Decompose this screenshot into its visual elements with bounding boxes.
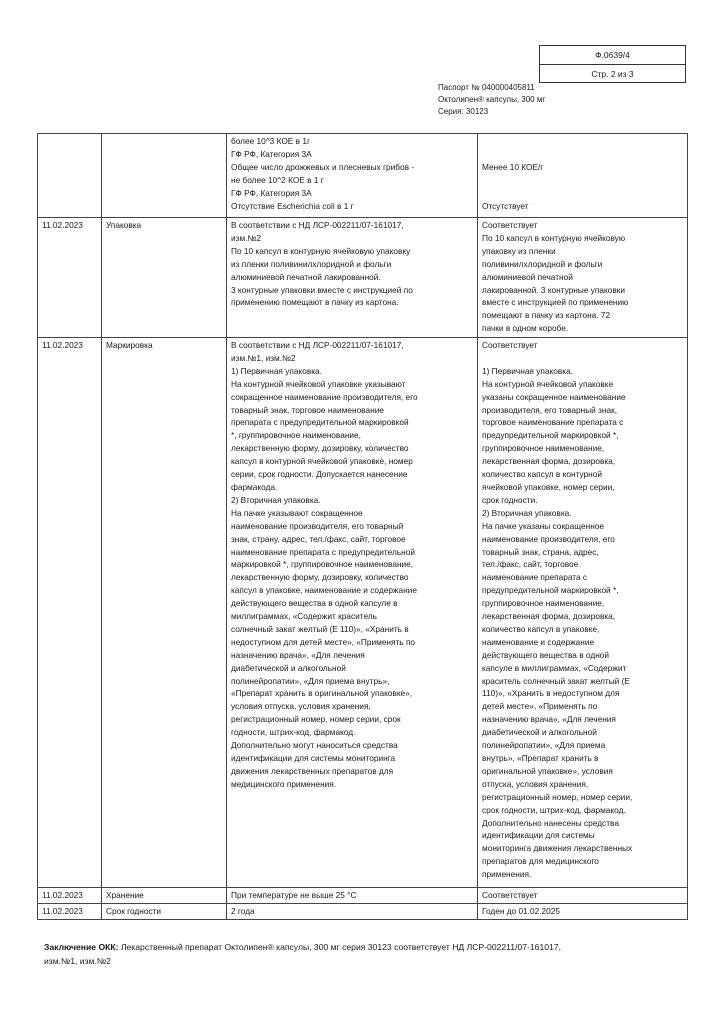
result-line: группировочное наименование, <box>482 598 605 609</box>
requirement-line: 2) Вторичная упаковка. <box>231 494 321 505</box>
indicator-cell: Срок годности <box>102 903 227 919</box>
result-cell <box>478 888 688 904</box>
requirement-line: ГФ РФ, Категория 3А <box>231 148 312 159</box>
result-line: пачки в одном коробе. <box>482 323 569 334</box>
requirement-line: 1) Первичная упаковка. <box>231 365 322 376</box>
result-line: Отсутствует <box>482 200 529 211</box>
requirement-line: маркировкой *, группировочное наименование, <box>231 559 414 570</box>
requirement-line: недоступном для детей месте», «Применять по <box>231 636 416 647</box>
requirement-line: годности, штрих-код, фармакод. <box>231 727 356 738</box>
requirement-line: изм.№1, изм.№2 <box>231 352 296 363</box>
result-line <box>482 135 683 148</box>
date-cell: 11.02.2023 <box>38 338 102 888</box>
requirement-cell <box>227 903 478 919</box>
requirement-line: алюминиевой печатной лакированной. <box>231 271 381 282</box>
requirement-line: Дополнительно могут наноситься средства <box>231 740 398 751</box>
result-line: отпуска, условия хранения, <box>482 778 589 789</box>
requirement-line: из пленки поливинилхлоридной и фольги <box>231 258 392 269</box>
result-line: количество капсул в контурной <box>482 469 602 480</box>
result-line: срок годности, штрих-код, фармакод. <box>482 804 626 815</box>
result-line: детей месте», «Применять по <box>482 701 598 712</box>
result-line: 2) Вторичная упаковка. <box>482 507 572 518</box>
requirement-line: В соответствии с НД ЛСР-002211/07-161017, <box>231 340 404 350</box>
passport-header <box>438 82 545 118</box>
form-code: Ф.0639/4 <box>540 46 685 65</box>
result-line: товарный знак, страна, адрес, <box>482 546 599 557</box>
requirement-line: 2 года <box>231 905 255 916</box>
result-line: наименование производителя, его <box>482 533 615 544</box>
conclusion-text: Лекарственный препарат Октолипен® капсулы, 300 мг серия 30123 соответствует НД ЛСР-002211/07-161017, <box>118 942 561 952</box>
result-line: 110)», «Хранить в недоступном для <box>482 688 620 699</box>
requirement-line: *, группировочное наименование, <box>231 430 361 441</box>
result-line: препаратов для медицинского <box>482 856 599 867</box>
result-line: капсуле в миллиграммах, «Содержит <box>482 662 627 673</box>
table-row <box>38 218 688 338</box>
indicator-cell <box>102 134 227 218</box>
result-line: группировочное наименование, <box>482 443 605 454</box>
table-row <box>38 134 688 218</box>
result-line <box>482 352 683 365</box>
requirement-line: При температуре не выше 25 °С <box>231 890 357 900</box>
result-line: Менее 10 КОЕ/г <box>482 161 544 172</box>
result-cell <box>478 338 688 888</box>
requirement-line: сокращенное наименование производителя, его <box>231 391 418 402</box>
requirement-line: На контурной ячейковой упаковке указывают <box>231 378 406 389</box>
result-line: Дополнительно нанесены средства <box>482 817 619 828</box>
requirement-line: Общее число дрожжевых и плесневых грибов - <box>231 161 415 172</box>
result-line: Годен до 01.02.2025 <box>482 905 560 916</box>
result-line: наименование препарата с <box>482 572 588 583</box>
result-line: тел./факс, сайт, торговое <box>482 559 579 570</box>
requirement-line: медицинского применения. <box>231 778 337 789</box>
requirement-line: идентификации для системы мониторинга <box>231 753 396 763</box>
requirement-line: ГФ РФ, Категория 3А <box>231 187 312 198</box>
requirement-line: изм.№2 <box>231 232 261 243</box>
table-row <box>38 903 688 919</box>
conclusion-label: Заключение ОКК: <box>44 942 119 952</box>
date-cell: 11.02.2023 <box>38 888 102 904</box>
result-line: диабетической и алкогольной <box>482 727 597 738</box>
result-line <box>482 148 683 161</box>
requirement-line: назначению врача», «Для лечения <box>231 649 365 660</box>
result-line <box>482 174 683 187</box>
result-line: производителя, его товарный знак, <box>482 404 618 415</box>
qc-conclusion <box>44 940 684 968</box>
result-line: предупредительной маркировкой *, <box>482 585 619 596</box>
result-line: Соответствует <box>482 220 538 230</box>
result-line: назначению врача», «Для лечения <box>482 714 616 725</box>
requirement-line: наименование препарата с предупредительной <box>231 546 415 557</box>
requirement-line: На пачке указывают сокращенное <box>231 507 363 518</box>
requirement-line: «Препарат хранить в оригинальной упаковке», <box>231 688 413 699</box>
requirement-line: препарата с предупредительной маркировкой <box>231 417 409 428</box>
requirement-line: действующего вещества в одной капсуле в <box>231 598 398 609</box>
requirement-line: движения лекарственных препаратов для <box>231 765 394 776</box>
result-line: действующего вещества в одной <box>482 649 610 660</box>
requirement-line: не более 10^2 КОЕ в 1 г <box>231 174 324 185</box>
result-line: идентификации для системы <box>482 830 595 841</box>
indicator-cell: Маркировка <box>102 338 227 888</box>
requirement-line: знак, страну, адрес, тел./факс, сайт, торговое <box>231 533 406 544</box>
requirement-line: фармакода. <box>231 481 278 492</box>
result-line: По 10 капсул в контурную ячейковую <box>482 232 626 243</box>
result-line: регистрационный номер, номер серии, <box>482 791 633 802</box>
result-line: краситель солнечный закат желтый (Е <box>482 675 630 686</box>
result-line: количество капсул в упаковке, <box>482 623 600 634</box>
result-line: применения. <box>482 869 532 880</box>
result-line: помещают в пачку из картона. 72 <box>482 310 611 321</box>
product-name: Октолипен® капсулы, 300 мг <box>438 95 546 104</box>
requirement-line: По 10 капсул в контурную ячейковую упаковку <box>231 245 411 256</box>
requirement-line: капсул в контурной ячейковой упаковке, номер <box>231 456 413 467</box>
result-line: предупредительной маркировкой *, <box>482 430 619 441</box>
conclusion-text-2: изм.№1, изм.№2 <box>44 956 111 966</box>
result-line: указаны сокращенное наименование <box>482 391 626 402</box>
requirement-line: применению помещают в пачку из картона. <box>231 297 399 308</box>
result-line: оригинальной упаковке», условия <box>482 765 613 776</box>
requirement-line: товарный знак, торговое наименование <box>231 404 384 415</box>
requirement-line: наименование производителя, его товарный <box>231 520 404 531</box>
requirement-cell <box>227 338 478 888</box>
table-row <box>38 338 688 888</box>
page-number: Стр. 2 из 3 <box>591 69 634 79</box>
requirement-line: более 10^3 КОЕ в 1г <box>231 136 310 146</box>
requirement-cell <box>227 134 478 218</box>
date-cell: 11.02.2023 <box>38 903 102 919</box>
requirement-line: В соответствии с НД ЛСР-002211/07-161017, <box>231 220 404 230</box>
indicator-cell: Упаковка <box>102 218 227 338</box>
result-line: лекарственная форма, дозировка, <box>482 456 616 467</box>
requirement-line: диабетической и алкогольной <box>231 662 346 673</box>
result-line: вместе с инструкцией по применению <box>482 297 629 308</box>
requirement-line: лекарственную форму, дозировку, количество <box>231 443 409 454</box>
result-line: алюминиевой печатной <box>482 271 573 282</box>
date-cell: 11.02.2023 <box>38 218 102 338</box>
result-line: торговое наименование препарата с <box>482 417 624 428</box>
requirement-line: серии, срок годности. Допускается нанесение <box>231 469 408 480</box>
batch-number: Серия: 30123 <box>438 107 489 116</box>
result-cell <box>478 903 688 919</box>
table-row <box>38 888 688 904</box>
requirement-line: капсул в упаковке, наименование и содержание <box>231 585 417 596</box>
result-line: 1) Первичная упаковка. <box>482 365 573 376</box>
requirement-line: условия отпуска, условия хранения, <box>231 701 371 712</box>
result-cell <box>478 134 688 218</box>
requirement-line: миллиграммах, «Содержит краситель <box>231 611 377 622</box>
result-line: полинейропатии», «Для приема <box>482 740 606 751</box>
requirement-line: Отсутствие Escherichia coli в 1 г <box>231 200 354 211</box>
indicator-cell: Хранение <box>102 888 227 904</box>
result-line: внутрь», «Препарат хранить в <box>482 753 599 763</box>
requirement-line: лекарственную форму, дозировку, количество <box>231 572 409 583</box>
result-line: лекарственная форма, дозировка, <box>482 611 616 622</box>
result-line: наименование и содержание <box>482 636 595 647</box>
result-line: На контурной ячейковой упаковке <box>482 378 614 389</box>
result-line: лакированной. 3 контурные упаковки <box>482 284 626 295</box>
result-line: На пачке указаны сокращенное <box>482 520 605 531</box>
requirement-line: полинейропатии», «Для приема внутрь», <box>231 675 390 686</box>
result-line: Соответствует <box>482 890 538 900</box>
result-cell <box>478 218 688 338</box>
requirement-cell <box>227 218 478 338</box>
result-line: мониторинга движения лекарственных <box>482 843 633 854</box>
result-line: упаковку из пленки <box>482 245 556 256</box>
requirement-line: регистрационный номер, номер серии, срок <box>231 714 401 725</box>
form-code-box <box>539 45 686 83</box>
specification-table <box>37 133 688 920</box>
requirement-line: 3 контурные упаковки вместе с инструкцией по <box>231 284 413 295</box>
result-line: поливинилхлоридной и фольги <box>482 258 603 269</box>
requirement-cell <box>227 888 478 904</box>
result-line: Соответствует <box>482 340 538 350</box>
result-line: ячейковой упаковке, номер серии, <box>482 481 615 492</box>
result-line: срок годности. <box>482 494 538 505</box>
requirement-line: солнечный закат желтый (Е 110)», «Хранить в <box>231 623 409 634</box>
passport-number: Паспорт № 040000405811 <box>438 83 535 92</box>
result-line <box>482 187 683 200</box>
date-cell <box>38 134 102 218</box>
